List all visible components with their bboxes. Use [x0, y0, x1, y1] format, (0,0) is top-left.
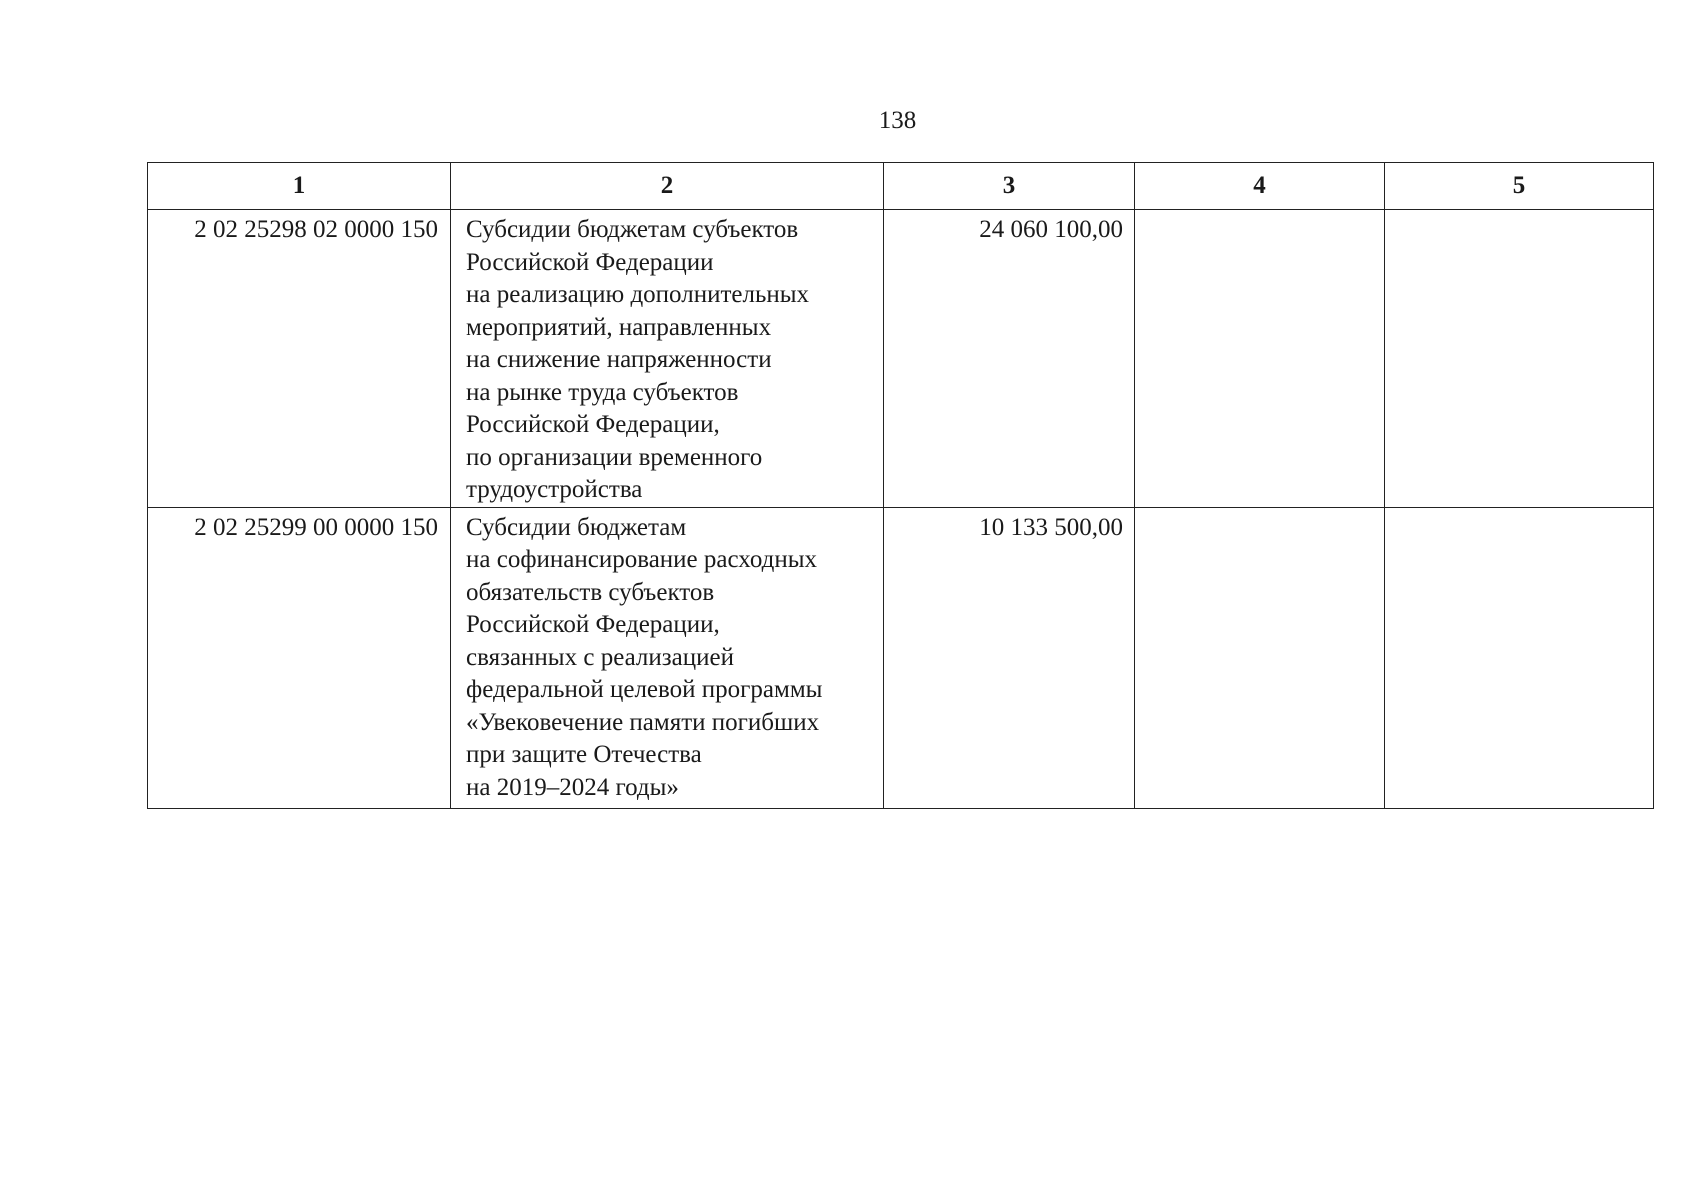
header-row — [148, 163, 1654, 210]
revenue-name-line: на рынке труда субъектов — [466, 378, 739, 406]
revenue-name-cell — [451, 507, 884, 808]
revenue-name-line: Российской Федерации — [466, 248, 714, 276]
revenue-name-line: федеральной целевой программы — [466, 676, 823, 703]
revenue-name-line: на реализацию дополнительных — [466, 281, 810, 308]
revenue-name-line: мероприятий, направленных — [466, 313, 772, 341]
col-5-cell — [1385, 507, 1654, 808]
revenue-name-line: связанных с реализацией — [466, 643, 734, 671]
revenue-name-cell — [451, 210, 884, 508]
budget-code-cell: 2 02 25298 02 0000 150 — [148, 210, 451, 508]
table-body — [148, 210, 1654, 809]
amount-cell: 24 060 100,00 — [884, 210, 1135, 508]
header-col-5: 5 — [1385, 163, 1654, 210]
revenue-name-line: на 2019–2024 годы» — [466, 773, 679, 801]
revenue-name-line: обязательств субъектов — [466, 578, 715, 606]
table-row — [148, 507, 1654, 808]
col-4-cell — [1135, 507, 1385, 808]
budget-table — [147, 162, 1654, 809]
col-5-cell — [1385, 210, 1654, 508]
revenue-name-line: Субсидии бюджетам — [466, 513, 687, 541]
col-4-cell — [1135, 210, 1385, 508]
revenue-name-line: при защите Отечества — [466, 741, 702, 768]
table-row — [148, 210, 1654, 508]
revenue-name-line: «Увековечение памяти погибших — [466, 708, 820, 736]
header-col-1: 1 — [148, 163, 451, 210]
revenue-name-line: трудоустройства — [466, 476, 643, 503]
revenue-name-line: Российской Федерации, — [466, 611, 720, 638]
table-header — [148, 163, 1654, 210]
header-col-4: 4 — [1135, 163, 1385, 210]
budget-code-cell: 2 02 25299 00 0000 150 — [148, 507, 451, 808]
revenue-name-line: на снижение напряженности — [466, 346, 772, 373]
revenue-name-line: на софинансирование расходных — [466, 546, 817, 573]
revenue-name-line: Российской Федерации, — [466, 411, 720, 438]
revenue-name-line: по организации временного — [466, 443, 763, 471]
header-col-2: 2 — [451, 163, 884, 210]
page-number: 138 — [878, 107, 917, 134]
header-col-3: 3 — [884, 163, 1135, 210]
amount-cell: 10 133 500,00 — [884, 507, 1135, 808]
revenue-name-line: Субсидии бюджетам субъектов — [466, 216, 799, 243]
